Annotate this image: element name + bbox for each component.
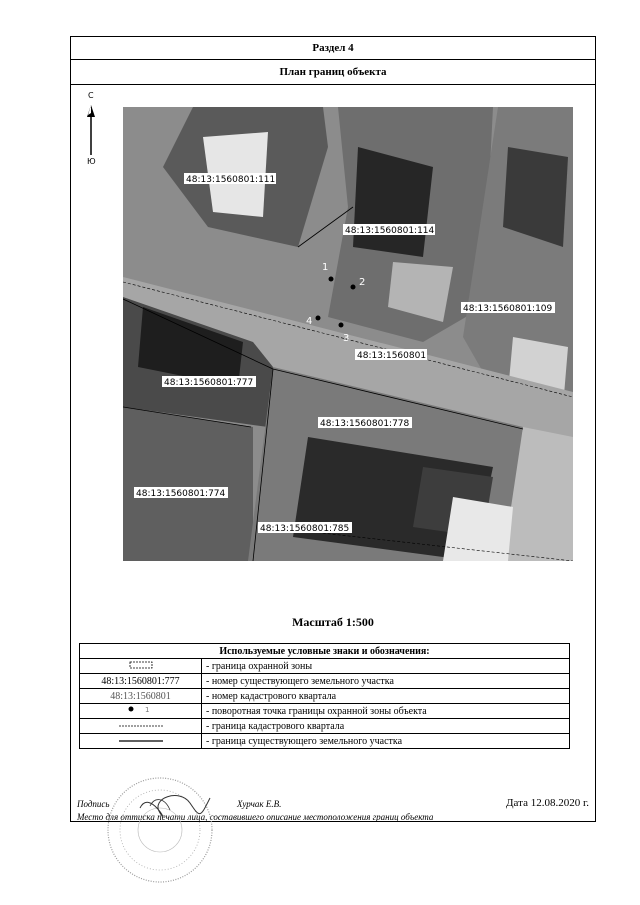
legend-row <box>80 674 570 689</box>
point-label: 3 <box>343 333 350 344</box>
turning-point-symbol-icon <box>121 704 161 714</box>
legend-symbol <box>80 704 202 719</box>
north-arrow <box>81 91 101 169</box>
parcel-label: 48:13:1560801:785 <box>260 524 350 534</box>
point-label: 2 <box>359 277 366 288</box>
south-label: Ю <box>87 157 96 166</box>
site-plan-map <box>123 107 573 561</box>
legend-symbol <box>80 734 202 749</box>
parcel-label: 48:13:1560801:774 <box>136 489 226 499</box>
point-label: 4 <box>306 316 313 327</box>
document-sheet <box>70 36 596 822</box>
legend-row <box>80 689 570 704</box>
legend-description: - граница охранной зоны <box>202 659 570 674</box>
legend-symbol <box>80 719 202 734</box>
turning-point <box>351 285 356 290</box>
legend-symbol: 48:13:1560801:777 <box>80 674 202 689</box>
north-label: С <box>88 91 94 100</box>
quarter-boundary-symbol-icon <box>118 723 164 729</box>
legend-table <box>79 643 570 749</box>
parcel-label: 48:13:1560801 <box>357 351 427 361</box>
document-date: Дата 12.08.2020 г. <box>506 797 589 809</box>
legend-symbol <box>80 659 202 674</box>
parcel-label: 48:13:1560801:111 <box>186 175 276 185</box>
turning-point <box>339 323 344 328</box>
legend-description: - поворотная точка границы охранной зоны объекта <box>202 704 570 719</box>
parcel-label: 48:13:1560801:778 <box>320 419 410 429</box>
point-label: 1 <box>322 262 329 273</box>
page-title: План границ объекта <box>71 60 595 85</box>
turning-point <box>329 277 334 282</box>
legend-description: - номер кадастрового квартала <box>202 689 570 704</box>
legend-description: - граница кадастрового квартала <box>202 719 570 734</box>
legend-symbol: 48:13:1560801 <box>80 689 202 704</box>
legend-description: - граница существующего земельного участка <box>202 734 570 749</box>
protection-zone-symbol-icon <box>129 661 153 669</box>
stamp-and-signature <box>100 768 220 888</box>
legend-row <box>80 734 570 749</box>
legend-row <box>80 704 570 719</box>
parcel-boundary-symbol-icon <box>118 738 164 744</box>
legend-description: - номер существующего земельного участка <box>202 674 570 689</box>
parcel-label: 48:13:1560801:109 <box>463 304 553 314</box>
turning-point <box>316 316 321 321</box>
section-heading: Раздел 4 <box>71 37 595 60</box>
signature-label: Подпись <box>77 799 110 809</box>
svg-text:1: 1 <box>144 706 149 714</box>
legend-title: Используемые условные знаки и обозначения: <box>80 644 570 659</box>
parcel-label: 48:13:1560801:777 <box>164 378 254 388</box>
parcel-label: 48:13:1560801:114 <box>345 226 435 236</box>
legend-row <box>80 659 570 674</box>
map-scale: Масштаб 1:500 <box>292 615 374 629</box>
signer-name: Хурчак Е.В. <box>237 799 282 809</box>
legend-row <box>80 719 570 734</box>
stamp-place-label: Место для оттиска печати лица, составившего описание местоположения границ объекта <box>77 812 434 822</box>
north-arrow-icon <box>81 103 101 163</box>
